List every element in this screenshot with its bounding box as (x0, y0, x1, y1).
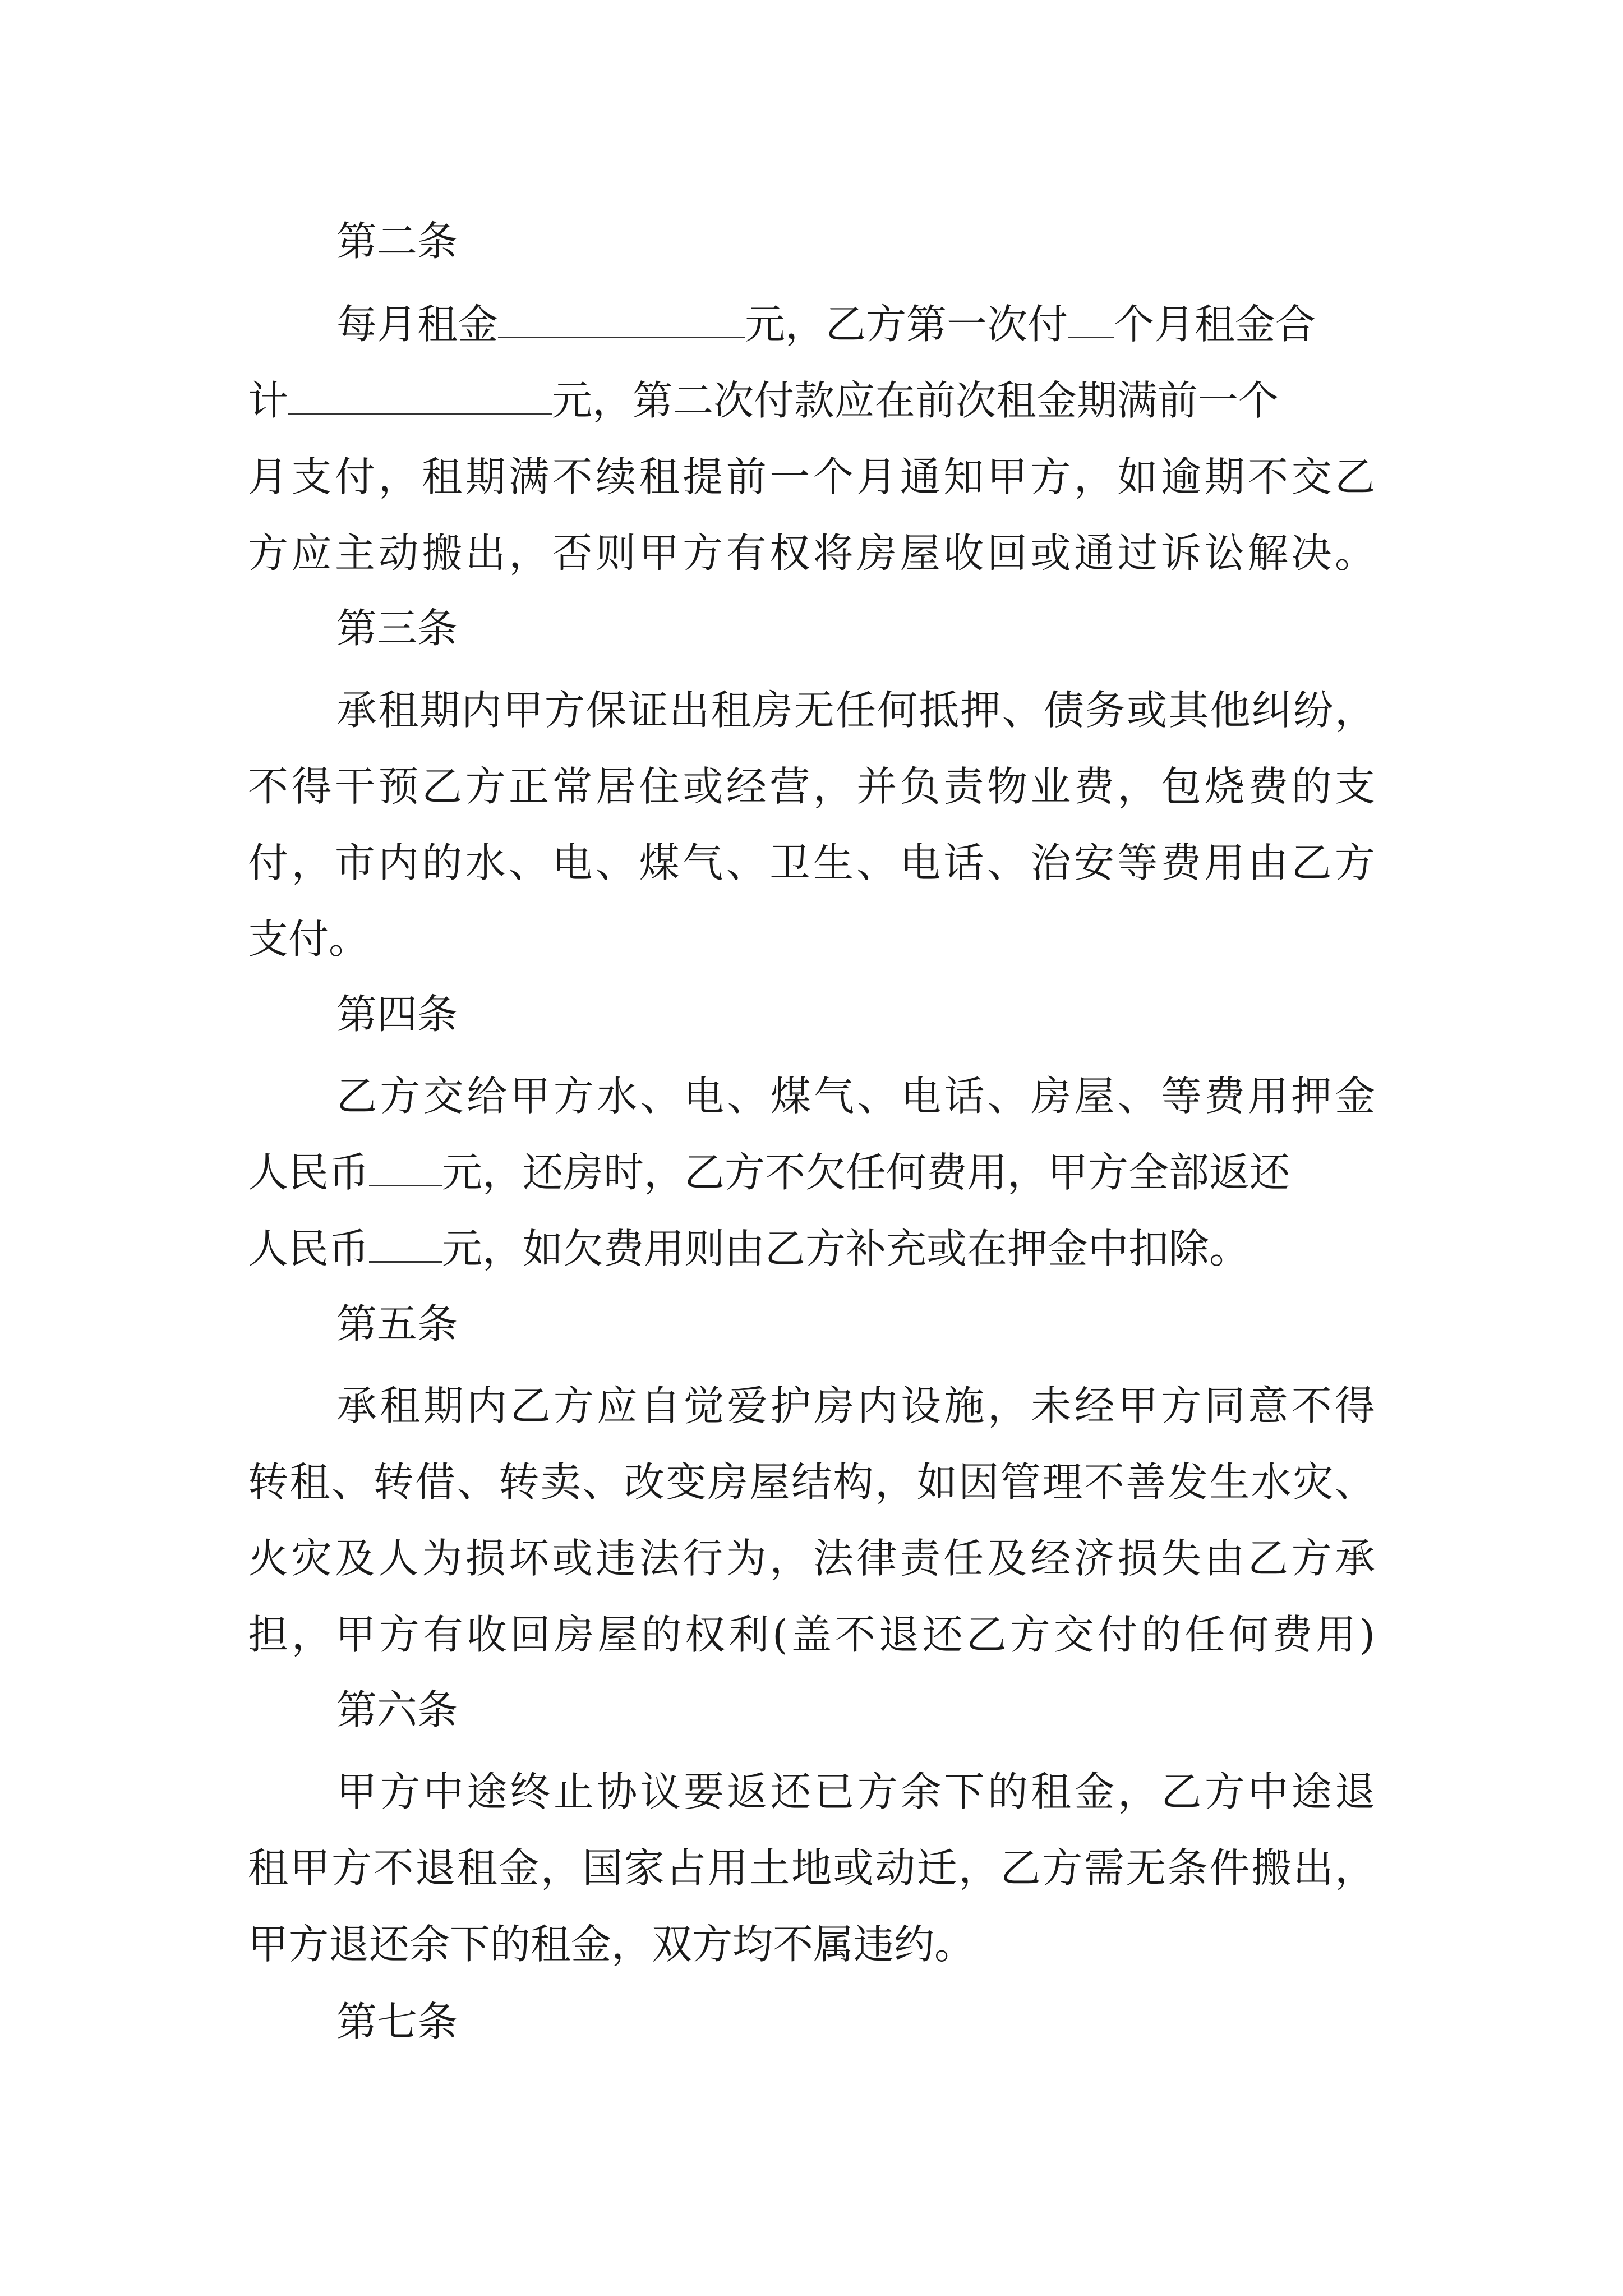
article-3-line-3: 付，市内的水、电、煤气、卫生、电话、治安等费用由乙方 (248, 839, 1375, 886)
text-segment: 元，如欠费用则由乙方补充或在押金中扣除。 (442, 1225, 1250, 1272)
text-segment: 人民币 (248, 1225, 370, 1272)
article-3-heading: 第三条 (336, 605, 458, 652)
article-7-heading: 第七条 (336, 1998, 458, 2045)
article-2-line-3: 月支付，租期满不续租提前一个月通知甲方，如逾期不交乙 (248, 453, 1375, 500)
article-6-line-3: 甲方退还余下的租金，双方均不属违约。 (248, 1921, 975, 1968)
article-3-line-2: 不得干预乙方正常居住或经营，并负责物业费，包烧费的支 (248, 763, 1375, 810)
article-2-line-2 (248, 374, 1279, 427)
article-4-line-3 (248, 1222, 1249, 1276)
article-5-line-1: 承租期内乙方应自觉爱护房内设施，未经甲方同意不得 (336, 1382, 1375, 1429)
article-6-line-2: 租甲方不退租金，国家占用土地或动迁，乙方需无条件搬出， (248, 1844, 1375, 1892)
text-segment: 人民币 (248, 1149, 370, 1196)
text-segment: 元，乙方第一次付 (745, 301, 1068, 348)
blank-refund-amount (369, 1225, 442, 1263)
text-segment: 元，还房时，乙方不欠任何费用，甲方全部返还 (442, 1149, 1290, 1196)
article-4-line-2 (248, 1145, 1290, 1199)
article-3-line-4: 支付。 (248, 915, 370, 963)
article-6-line-1: 甲方中途终止协议要返还已方余下的租金，乙方中途退 (336, 1768, 1375, 1815)
article-4-heading: 第四条 (336, 991, 458, 1038)
blank-months-count (1068, 301, 1114, 338)
text-segment: 计 (248, 377, 289, 424)
text-segment: 个月租金合 (1114, 301, 1316, 348)
blank-total-rent (288, 377, 552, 415)
text-segment: 每月租金 (336, 301, 499, 348)
article-4-line-1: 乙方交给甲方水、电、煤气、电话、房屋、等费用押金 (336, 1073, 1375, 1120)
article-5-line-2: 转租、转借、转卖、改变房屋结构，如因管理不善发生水灾、 (248, 1458, 1375, 1506)
article-6-heading: 第六条 (336, 1686, 458, 1733)
blank-deposit-amount (369, 1149, 442, 1186)
article-5-line-4: 担，甲方有收回房屋的权利(盖不退还乙方交付的任何费用) (248, 1611, 1375, 1658)
article-5-heading: 第五条 (336, 1300, 458, 1347)
text-segment: 元，第二次付款应在前次租金期满前一个 (552, 377, 1279, 424)
article-2-heading: 第二条 (336, 218, 458, 265)
article-3-line-1: 承租期内甲方保证出租房无任何抵押、债务或其他纠纷， (336, 687, 1375, 734)
article-5-line-3: 火灾及人为损坏或违法行为，法律责任及经济损失由乙方承 (248, 1535, 1375, 1582)
article-2-line-4: 方应主动搬出，否则甲方有权将房屋收回或通过诉讼解决。 (248, 530, 1375, 577)
blank-monthly-rent (498, 301, 745, 338)
article-2-line-1 (336, 297, 1316, 351)
